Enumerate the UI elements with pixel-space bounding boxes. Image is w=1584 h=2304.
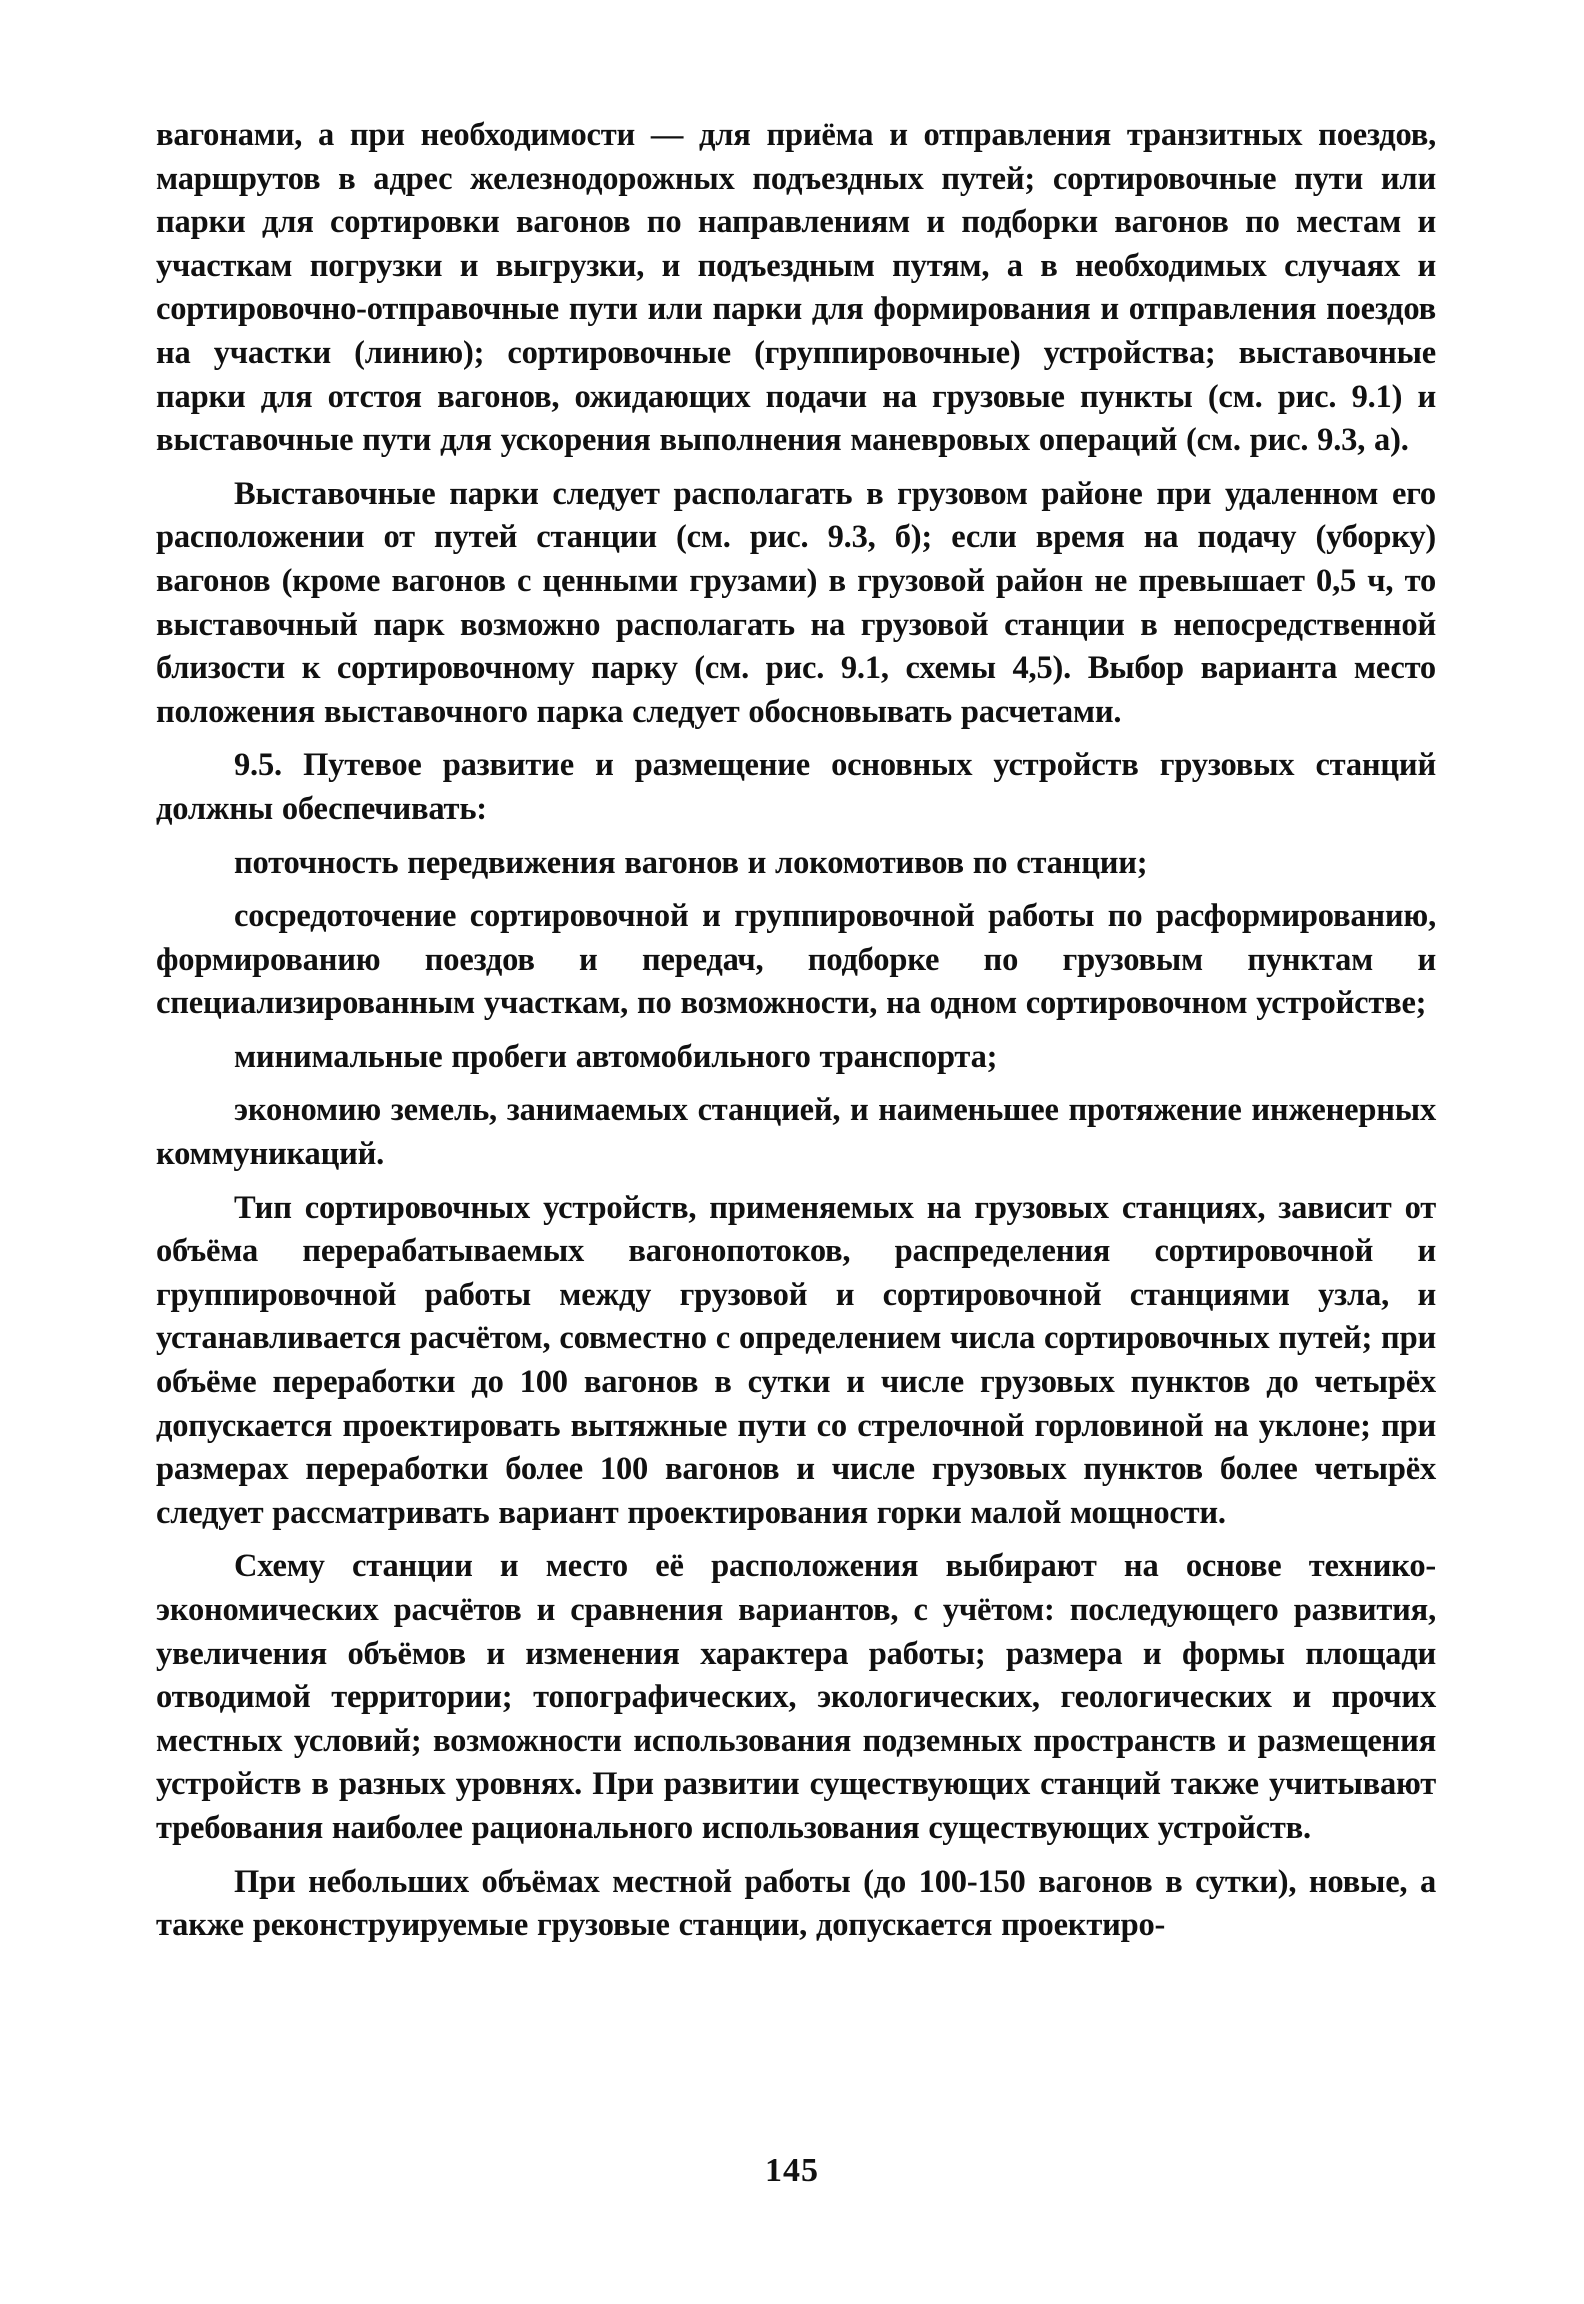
paragraph-section-9-5: 9.5. Путевое развитие и размещение основных устройств грузовых станций должны обеспечивать: — [156, 747, 1436, 827]
list-item-flow: поточность передвижения вагонов и локомотивов по станции; — [234, 844, 1148, 881]
paragraph-sorting-devices: Тип сортировочных устройств, применяемых на грузовых станциях, зависит от объёма перерабатываемых вагонопотоков, распределения сортировочной и группировочной работы между грузовой и сортировочной станциями узла, и устанавливается расчётом, совместно с определением числа сортировочных путей; при объёме переработки до 100 вагонов в сутки и числе грузовых пунктов до четырёх допускается проектировать вытяжные пути со стрелочной горловиной на уклоне; при размерах переработки более 100 вагонов и числе грузовых пунктов более четырёх следует рассматривать вариант проектирования горки малой мощности. — [156, 1189, 1436, 1531]
paragraph-small-volumes: При небольших объёмах местной работы (до 100-150 вагонов в сутки), новые, а также реконструируемые грузовые станции, допускается проектиро- — [156, 1863, 1436, 1944]
page-body — [156, 114, 1436, 1958]
paragraph-continuation: вагонами, а при необходимости — для приёма и отправления транзитных поездов, маршрутов в адрес железнодорожных подъездных путей; сортировочные пути или парки для сортировки вагонов по направлениям и подборки вагонов по местам и участкам погрузки и выгрузки, и подъездным путям, а в необходимых случаях и сортировочно-отправочные пути или парки для формирования и отправления поездов на участки (линию); сортировочные (группировочные) устройства; выставочные парки для отстоя вагонов, ожидающих подачи на грузовые пункты (см. рис. 9.1) и выставочные пути для ускорения выполнения маневровых операций (см. рис. 9.3, а). — [156, 117, 1436, 459]
paragraph-display-parks: Выставочные парки следует располагать в грузовом районе при удаленном его расположении от путей станции (см. рис. 9.3, б); если время на подачу (уборку) вагонов (кроме вагонов с ценными грузами) в грузовой район не превышает 0,5 ч, то выставочный парк возможно располагать на грузовой станции в непосредственной близости к сортировочному парку (см. рис. 9.1, схемы 4,5). Выбор варианта место положения выставочного парка следует обосновывать расчетами. — [156, 475, 1436, 730]
list-item-concentration: сосредоточение сортировочной и группировочной работы по расформированию, формированию поездов и передач, подборке по грузовым пунктам и специализированным участкам, по возможности, на одном сортировочном устройстве; — [156, 898, 1436, 1022]
page-number: 145 — [765, 2152, 819, 2189]
list-item-min-runs: минимальные пробеги автомобильного транспорта; — [234, 1038, 998, 1075]
paragraph-station-scheme: Схему станции и место её расположения выбирают на основе технико-экономических расчётов и сравнения вариантов, с учётом: последующего развития, увеличения объёмов и изменения характера работы; размера и формы площади отводимой территории; топографических, экологических, геологических и прочих местных условий; возможности использования подземных пространств и размещения устройств в разных уровнях. При развитии существующих станций также учитывают требования наиболее рационального использования существующих устройств. — [156, 1548, 1436, 1846]
list-item-land-economy: экономию земель, занимаемых станцией, и наименьшее протяжение инженерных коммуникаций. — [156, 1092, 1436, 1173]
